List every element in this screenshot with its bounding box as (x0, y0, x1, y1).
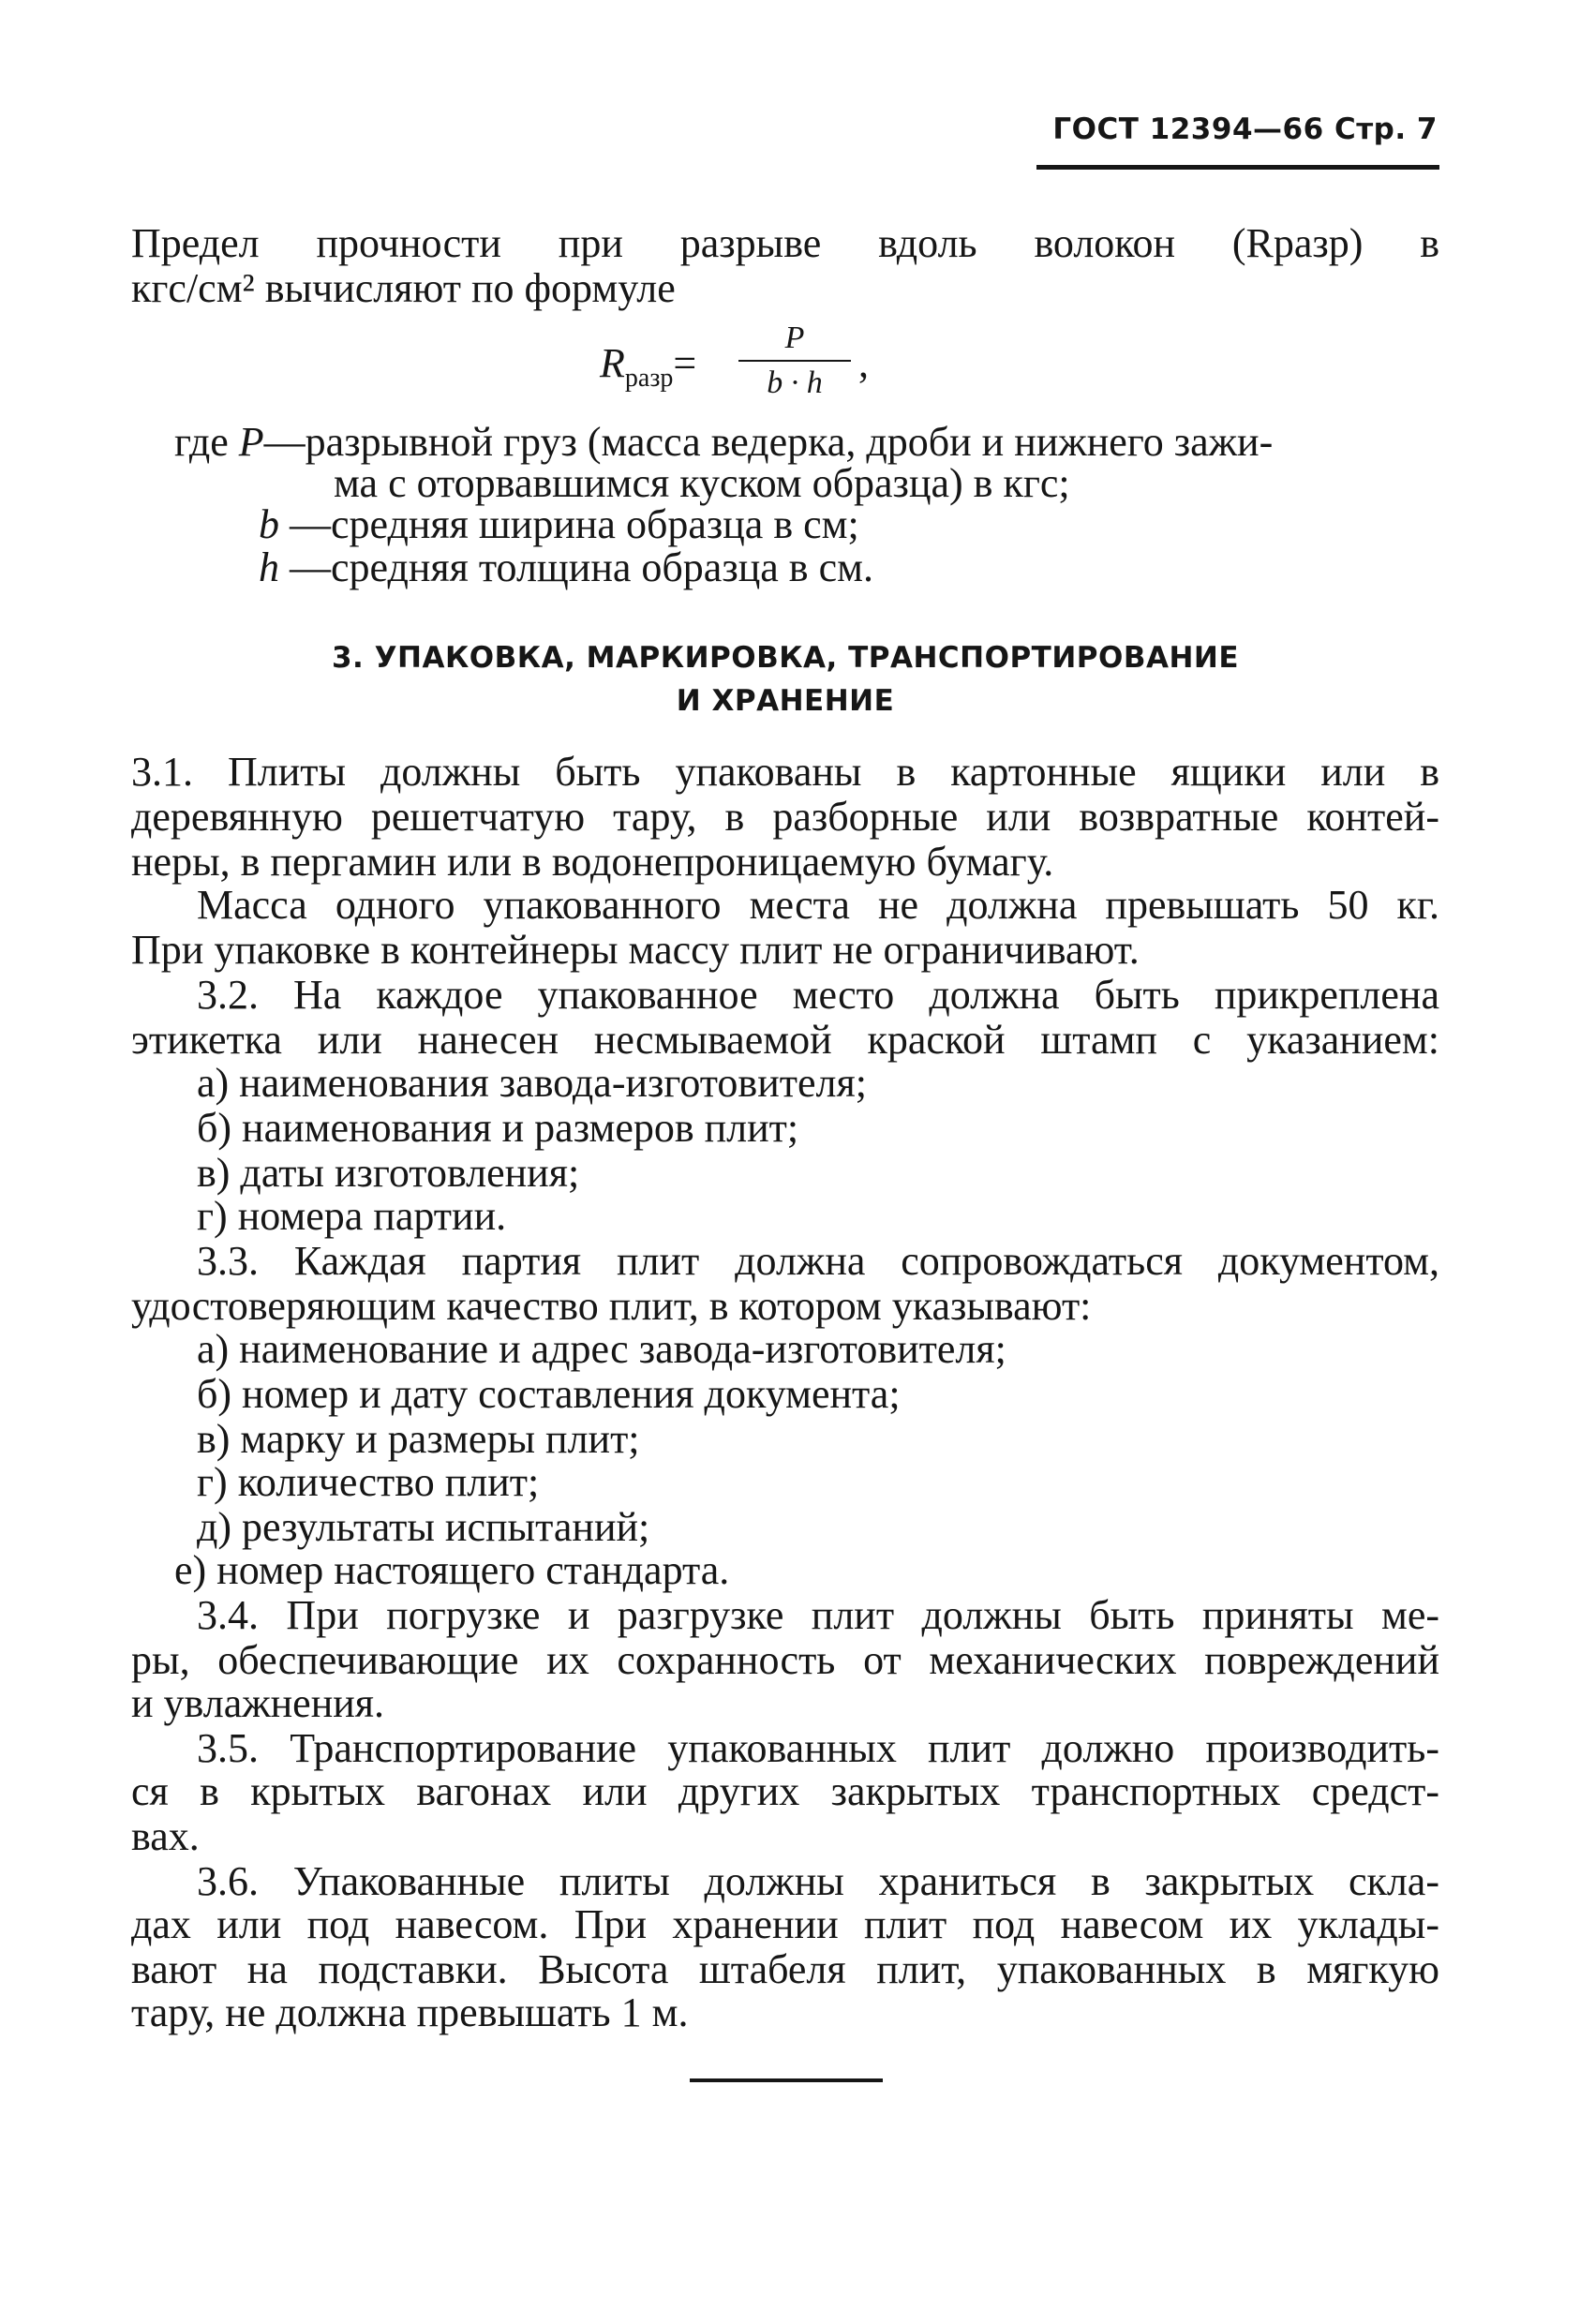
formula (600, 320, 881, 424)
where-row-p (174, 420, 1273, 465)
where-symbol: b (259, 501, 279, 547)
body-line: 3.4. При погрузке и разгрузке плит должны быть приняты ме- (197, 1592, 1439, 1638)
body-line: б) наименования и размеров плит; (197, 1105, 799, 1151)
body-line: дах или под навесом. При хранении плит под навесом их уклады- (131, 1901, 1439, 1947)
formula-lhs-symbol: R (600, 340, 625, 386)
body-line: При упаковке в контейнеры массу плит не ограничивают. (131, 927, 1140, 973)
body-line: 3.1. Плиты должны быть упакованы в картонные ящики или в (131, 749, 1439, 795)
body-line: вают на подставки. Высота штабеля плит, упакованных в мягкую (131, 1946, 1439, 1992)
body-line: ся в крытых вагонах или других закрытых транспортных средст- (131, 1768, 1439, 1814)
intro-word: (Rразр) (1231, 220, 1364, 266)
formula-lhs-subscript: разр (624, 363, 674, 393)
where-symbol: h (259, 544, 279, 590)
formula-denominator: b · h (767, 365, 823, 400)
end-rule (690, 2078, 883, 2082)
formula-lhs (600, 339, 696, 394)
body-line: в) даты изготовления; (197, 1150, 580, 1196)
intro-word: разрыве (679, 220, 822, 266)
body-line: а) наименования завода-изготовителя; (197, 1060, 867, 1106)
formula-fraction (738, 320, 851, 401)
body-line: д) результаты испытаний; (197, 1504, 650, 1550)
intro-line-2: кгс/см² вычисляют по формуле (131, 265, 676, 311)
body-line: е) номер настоящего стандарта. (174, 1547, 730, 1593)
where-row-h (259, 545, 873, 590)
body-line: г) номера партии. (197, 1193, 507, 1239)
where-text: —средняя ширина образца в см; (290, 501, 859, 547)
body-line: неры, в пергамин или в водонепроницаемую бумагу. (131, 839, 1054, 885)
formula-comma: , (858, 340, 869, 386)
where-lead: где (174, 419, 229, 465)
running-head: ГОСТ 12394—66 Стр. 7 (1052, 112, 1438, 146)
body-line: б) номер и дату составления документа; (197, 1371, 901, 1417)
where-row-p-cont: ма с оторвавшимся куском образца) в кгс; (334, 460, 1070, 506)
where-symbol: P (238, 419, 264, 465)
body-line: г) количество плит; (197, 1459, 540, 1505)
body-line: вах. (131, 1813, 200, 1859)
body-line: а) наименование и адрес завода-изготовителя; (197, 1326, 1006, 1372)
body-line: Масса одного упакованного места не должна превышать 50 кг. (197, 882, 1439, 928)
body-line: 3.6. Упакованные плиты должны храниться в закрытых скла- (197, 1858, 1439, 1904)
body-line: этикетка или нанесен несмываемой краской штамп с указанием: (131, 1017, 1439, 1063)
section-title-line-1: 3. УПАКОВКА, МАРКИРОВКА, ТРАНСПОРТИРОВАНИЕ (331, 641, 1240, 675)
body-line: в) марку и размеры плит; (197, 1416, 640, 1462)
body-line: удостоверяющим качество плит, в котором указывают: (131, 1283, 1092, 1329)
body-line: ры, обеспечивающие их сохранность от механических повреждений (131, 1637, 1439, 1683)
body-line: 3.2. На каждое упакованное место должна быть прикреплена (197, 972, 1439, 1018)
intro-word: прочности (316, 220, 501, 266)
formula-equals: = (673, 340, 697, 386)
intro-word: вдоль (878, 220, 977, 266)
intro-word: волокон (1034, 220, 1175, 266)
section-title-line-2: И ХРАНЕНИЕ (676, 684, 895, 718)
where-text: —разрывной груз (масса ведерка, дроби и нижнего зажи- (263, 419, 1274, 465)
header-rule (1036, 165, 1439, 170)
where-row-b (259, 502, 859, 547)
body-line: 3.3. Каждая партия плит должна сопровождаться документом, (197, 1238, 1439, 1284)
body-line: и увлажнения. (131, 1680, 385, 1726)
intro-line-1 (131, 221, 1439, 266)
intro-word: в (1420, 220, 1440, 266)
fraction-bar (738, 360, 851, 362)
where-text: —средняя толщина образца в см. (290, 544, 873, 590)
intro-word: при (558, 220, 623, 266)
body-line: 3.5. Транспортирование упакованных плит должно производить- (197, 1725, 1439, 1771)
body-line: тару, не должна превышать 1 м. (131, 1989, 689, 2035)
body-line: деревянную решетчатую тару, в разборные или возвратные контей- (131, 794, 1439, 840)
intro-word: Предел (131, 220, 260, 266)
formula-numerator: P (784, 320, 805, 355)
